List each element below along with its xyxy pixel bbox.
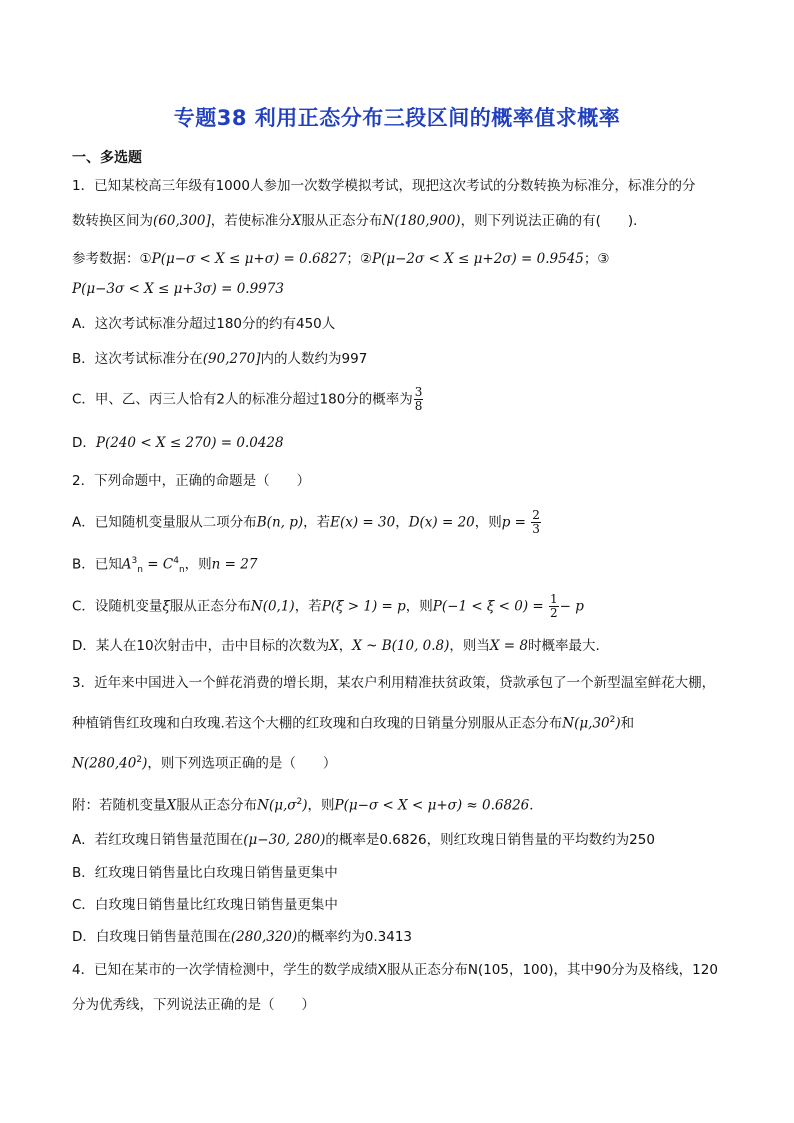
- q3-stem-line3: N(280,40$^2$)，则下列选项正确的是（ ）: [72, 755, 337, 772]
- q3-stem-line2: 种植销售红玫瑰和白玫瑰.若这个大棚的红玫瑰和白玫瑰的日销量分别服从正态分布$N(\mu,30^2)$和: [72, 715, 635, 732]
- q4-stem-line2: 分为优秀线，下列说法正确的是（ ）: [72, 997, 315, 1013]
- q3-stem-line1: 3．近年来中国进入一个鲜花消费的增长期，某农户利用精准扶贫政策，贷款承包了一个新型温室鲜花大棚，: [72, 675, 716, 691]
- q1-stem-line2: 数转换区间为(60,300]，若使标准分X服从正态分布N(180,900)，则下列说法正确的有( )．: [72, 213, 647, 229]
- fraction: $\frac{1}{2}$: [550, 592, 558, 620]
- fraction: $\frac{3}{8}$: [414, 385, 423, 413]
- q1-option-a: A．这次考试标准分超过180分的约有450人: [72, 316, 336, 332]
- q2-option-a: A．已知随机变量服从二项分布B(n, p)，若E(x) = 30，D(x) = 20，则p = $\frac{2}{3}$: [72, 508, 540, 536]
- q2-option-b: B．已知$A^3_n = C^4_n$，则n = 27: [72, 556, 258, 576]
- q1-reference-data-3: P(μ−3σ < X ≤ μ+3σ) = 0.9973: [72, 281, 284, 297]
- q1-option-b: B．这次考试标准分在(90,270]内的人数约为997: [72, 351, 368, 367]
- q4-stem-line1: 4．已知在某市的一次学情检测中，学生的数学成绩X服从正态分布N(105，100)，其中90分为及格线，120: [72, 962, 718, 978]
- q3-option-a: A．若红玫瑰日销售量范围在(μ−30, 280)的概率是0.6826，则红玫瑰日销售量的平均数约为250: [72, 832, 655, 848]
- q2-option-d: D．某人在10次射击中，击中目标的次数为X，X ~ B(10, 0.8)，则当X = 8时概率最大.: [72, 638, 600, 654]
- q2-option-c: C．设随机变量ξ服从正态分布N(0,1)，若P(ξ > 1) = p，则P(−1 < ξ < 0) = $\frac{1}{2}$ − p: [72, 592, 584, 620]
- q1-option-c: C．甲、乙、丙三人恰有2人的标准分超过180分的概率为 $\frac{3}{8}$: [72, 385, 423, 413]
- fraction: $\frac{2}{3}$: [532, 508, 540, 536]
- page-title: 专题38 利用正态分布三段区间的概率值求概率: [173, 106, 621, 130]
- q3-option-d: D．白玫瑰日销售量范围在(280,320)的概率约为0.3413: [72, 929, 413, 945]
- q3-option-b: B．红玫瑰日销售量比白玫瑰日销售量更集中: [72, 865, 338, 881]
- section-heading: 一、多选题: [72, 150, 142, 166]
- q1-option-d: D．P(240 < X ≤ 270) = 0.0428: [72, 435, 284, 451]
- q3-option-c: C．白玫瑰日销售量比红玫瑰日销售量更集中: [72, 897, 338, 913]
- q2-stem: 2．下列命题中，正确的命题是（ ）: [72, 473, 311, 489]
- q1-stem-line1: 1．已知某校高三年级有1000人参加一次数学模拟考试，现把这次考试的分数转换为标准分，标准分的分: [72, 178, 696, 194]
- q3-note: 附：若随机变量X服从正态分布$N(\mu,\sigma^2)$，则P(μ−σ < X < μ+σ) ≈ 0.6826．: [72, 797, 543, 814]
- q1-reference-data: 参考数据：①P(μ−σ < X ≤ μ+σ) = 0.6827；②P(μ−2σ < X ≤ μ+2σ) = 0.9545；③: [72, 251, 610, 267]
